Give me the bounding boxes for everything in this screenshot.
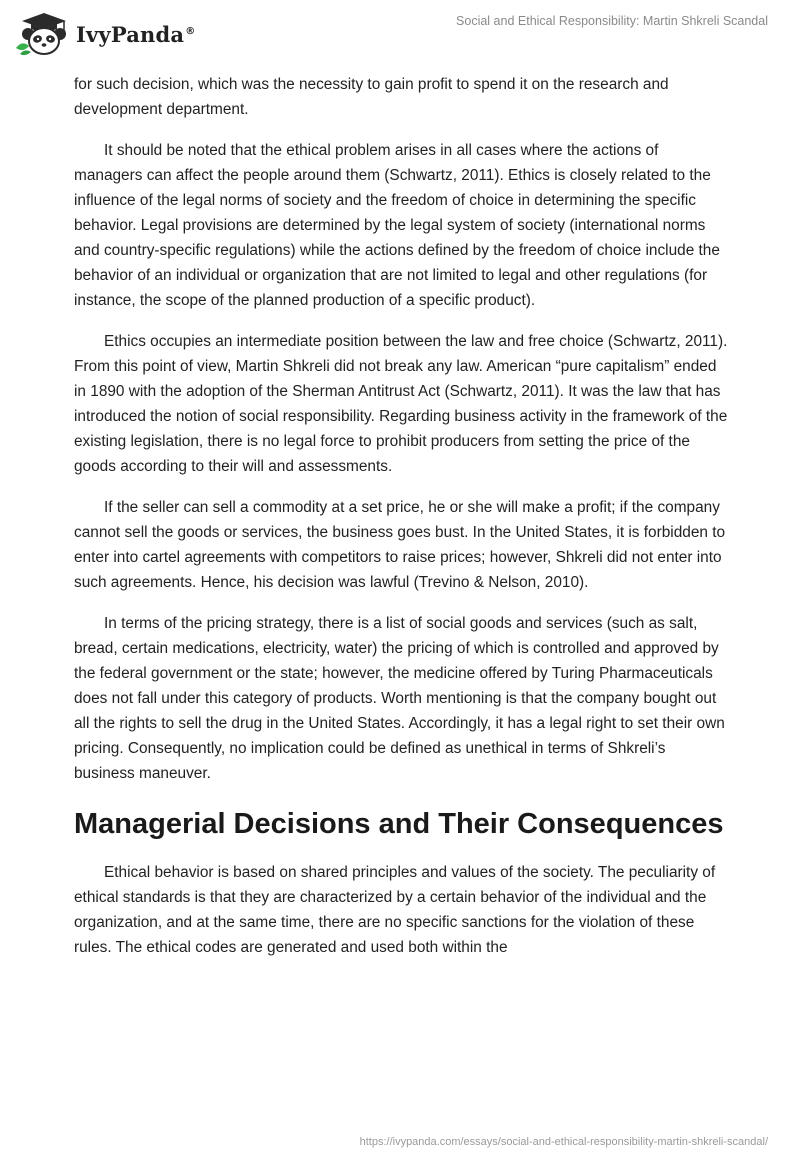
- section-heading: Managerial Decisions and Their Consequences: [74, 808, 724, 840]
- paragraph-ethics-law: Ethics occupies an intermediate position between the law and free choice (Schwartz, 2011). From this point of view, Martin Shkreli did not break any law. American “pure capitalism” ended in 1890 with the adoption of the Sherman Antitrust Act (Schwartz, 2011). It was the law that has introduced the notion of social responsibility. Regarding business activity in the framework of the existing legislation, there is no legal force to prohibit producers from setting the price of the goods according to their will and assessments.: [74, 333, 728, 475]
- paragraph-seller-profit: If the seller can sell a commodity at a set price, he or she will make a profit; if the company cannot sell the goods or services, the business goes bust. In the United States, it is forbidden to enter into cartel agreements with competitors to raise prices; however, Shkreli did not enter into such agreements. Hence, his decision was lawful (Trevino & Nelson, 2010).: [74, 499, 726, 591]
- panda-graduate-icon: [14, 10, 72, 56]
- essay-content: [74, 72, 730, 976]
- brand-name: IvyPanda®: [76, 21, 196, 47]
- paragraph-ethical-problem: It should be noted that the ethical problem arises in all cases where the actions of managers can affect the people around them (Schwartz, 2011). Ethics is closely related to the influence of the legal norms of society and the freedom of choice in determining the specific behavior. Legal provisions are determined by the legal system of society (international norms and country-specific regulations) while the actions defined by the freedom of choice include the behavior of an individual or organization that are not limited to legal and other regulations (for instance, the scope of the planned production of a specific product).: [74, 142, 720, 309]
- brand-logo[interactable]: [14, 10, 195, 56]
- page-header: [0, 0, 800, 70]
- paragraph-ethical-behavior: Ethical behavior is based on shared principles and values of the society. The peculiarity of ethical standards is that they are characterized by a certain behavior of the individual and the organization, and at the same time, there are no specific sanctions for the violation of these rules. The ethical codes are generated and used both within the: [74, 864, 716, 956]
- paragraph-pricing-strategy: In terms of the pricing strategy, there is a list of social goods and services (such as salt, bread, certain medications, electricity, water) the pricing of which is controlled and approved by the federal government or the state; however, the medicine offered by Turing Pharmaceuticals does not fall under this category of products. Worth mentioning is that the company bought out all the rights to sell the drug in the United States. Accordingly, it has a legal right to set their own pricing. Consequently, no implication could be defined as unethical in terms of Shkreli’s business maneuver.: [74, 615, 725, 782]
- document-title: Social and Ethical Responsibility: Martin Shkreli Scandal: [456, 14, 768, 28]
- source-url[interactable]: https://ivypanda.com/essays/social-and-ethical-responsibility-martin-shkreli-scandal/: [359, 1136, 768, 1148]
- paragraph-continuation: for such decision, which was the necessity to gain profit to spend it on the research and development department.: [74, 76, 669, 118]
- registered-mark: ®: [185, 25, 196, 37]
